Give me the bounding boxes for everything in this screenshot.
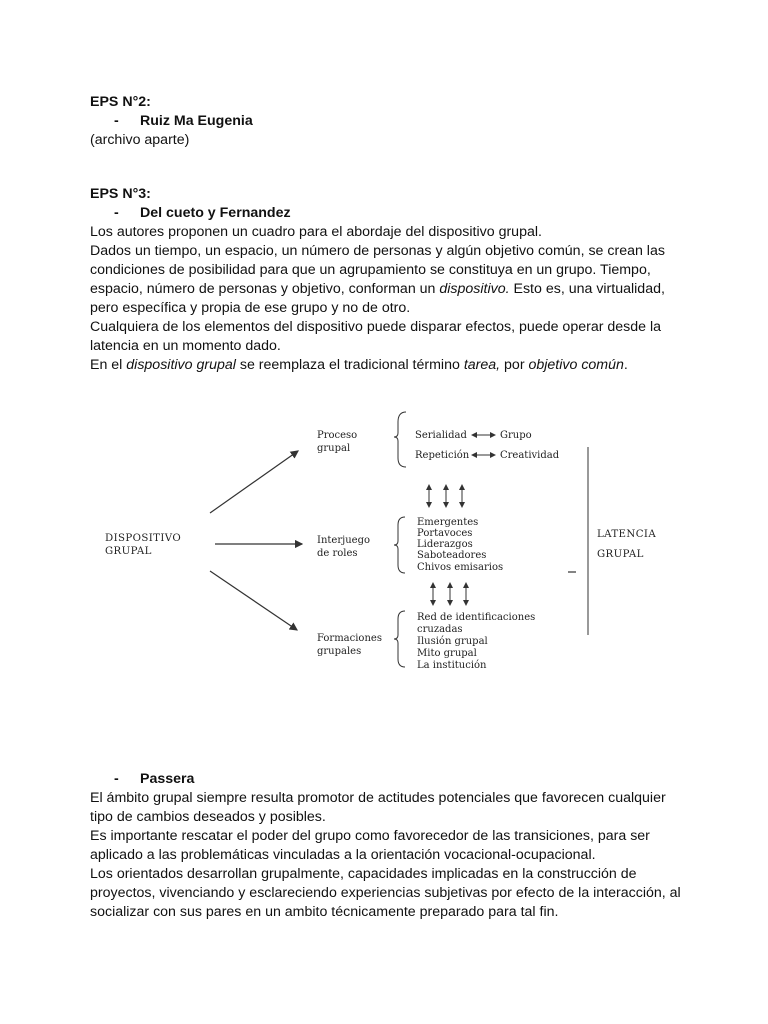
p4-emphasis-3: objetivo común	[528, 357, 624, 373]
passera-paragraph-1: El ámbito grupal siempre resulta promotor de actitudes potenciales que favorecen cualquier tipo de cambios deseados y posibles.	[90, 790, 666, 825]
interjuego-item-5: Chivos emisarios	[417, 562, 504, 573]
formaciones-item-5: La institución	[417, 660, 487, 671]
dispositivo-grupal-diagram	[90, 395, 690, 685]
vertical-arrows-lower	[433, 583, 466, 605]
interjuego-item-1: Emergentes	[417, 517, 479, 528]
brace-formaciones	[394, 611, 405, 667]
formaciones-item-2: cruzadas	[417, 624, 463, 635]
proceso-item-1-left: Serialidad	[415, 430, 467, 441]
bullet-dash: -	[114, 205, 119, 221]
proceso-item-1-right: Grupo	[500, 430, 532, 441]
p2-emphasis: dispositivo.	[439, 281, 510, 297]
p4-emphasis-2: tarea,	[463, 357, 501, 373]
eps2-author	[90, 112, 690, 131]
formaciones-item-3: Ilusión grupal	[417, 636, 488, 647]
interjuego-item-2: Portavoces	[417, 528, 473, 539]
p4-text-c: por	[500, 357, 529, 373]
latency-label-line2: GRUPAL	[597, 549, 644, 560]
interjuego-item-3: Liderazgos	[417, 539, 473, 550]
branch-proceso-line1: Proceso	[317, 430, 358, 441]
bullet-dash: -	[114, 113, 119, 129]
eps3-section	[90, 185, 690, 375]
branch-formaciones-line1: Formaciones	[317, 633, 382, 644]
eps2-section	[90, 93, 690, 150]
brace-interjuego	[394, 517, 405, 573]
eps3-heading: EPS N°3:	[90, 186, 151, 202]
eps2-author-name: Ruiz Ma Eugenia	[140, 113, 253, 129]
eps3-author-name: Del cueto y Fernandez	[140, 205, 291, 221]
p4-text-a: En el	[90, 357, 127, 373]
branch-interjuego-line1: Interjuego	[317, 535, 370, 546]
eps3-author	[90, 204, 690, 223]
branch-interjuego-line2: de roles	[317, 548, 358, 559]
formaciones-item-1: Red de identificaciones	[417, 612, 536, 623]
formaciones-item-4: Mito grupal	[417, 648, 477, 659]
p2-text-a: Dados un tiempo, un espacio, un número de personas y algún objetivo común, se crean las condiciones de posibilidad para que un agrupamiento se constituya en un grupo. Tiempo, espacio, número de personas y objetivo, conforman un	[90, 243, 665, 297]
vertical-arrows-upper	[429, 485, 462, 507]
proceso-item-2-right: Creatividad	[500, 450, 560, 461]
root-label-line1: DISPOSITIVO	[105, 533, 182, 544]
root-label-line2: GRUPAL	[105, 546, 152, 557]
branch-formaciones-line2: grupales	[317, 646, 362, 657]
p2-text-b: Esto es, una virtualidad, pero específica y propia de ese grupo y no de otro.	[90, 281, 665, 316]
passera-author-name: Passera	[140, 771, 195, 787]
passera-section	[90, 770, 690, 922]
branch-proceso-line2: grupal	[317, 443, 351, 454]
interjuego-item-4: Saboteadores	[417, 550, 487, 561]
eps3-paragraph-1: Los autores proponen un cuadro para el abordaje del dispositivo grupal.	[90, 224, 542, 240]
p4-text-b: se reemplaza el tradicional término	[235, 357, 464, 373]
eps3-paragraph-3: Cualquiera de los elementos del dispositivo puede disparar efectos, puede operar desde la latencia en un momento dado.	[90, 319, 662, 354]
arrow-to-proceso	[210, 451, 298, 513]
p4-text-d: .	[623, 357, 628, 373]
passera-author	[90, 770, 690, 789]
eps3-paragraph-4	[90, 356, 690, 375]
passera-paragraph-2: Es importante rescatar el poder del grupo como favorecedor de las transiciones, para ser aplicado a las problemáticas vinculadas a la orientación vocacional-ocupacional.	[90, 828, 650, 863]
eps2-heading: EPS N°2:	[90, 94, 151, 110]
eps2-note: (archivo aparte)	[90, 132, 190, 148]
p4-emphasis-1: dispositivo grupal	[126, 357, 236, 373]
eps3-paragraph-2	[90, 242, 690, 318]
brace-proceso	[394, 412, 406, 467]
bullet-dash: -	[114, 771, 119, 787]
arrow-to-formaciones	[210, 571, 297, 630]
passera-paragraph-3: Los orientados desarrollan grupalmente, capacidades implicadas en la construcción de proyectos, vivenciando y esclareciendo experiencias subjetivas por efecto de la interacción, al socializar con sus pares en un ambito técnicamente preparado para tal fin.	[90, 866, 681, 920]
proceso-item-2-left: Repetición	[415, 450, 470, 461]
latency-label-line1: LATENCIA	[597, 529, 657, 540]
